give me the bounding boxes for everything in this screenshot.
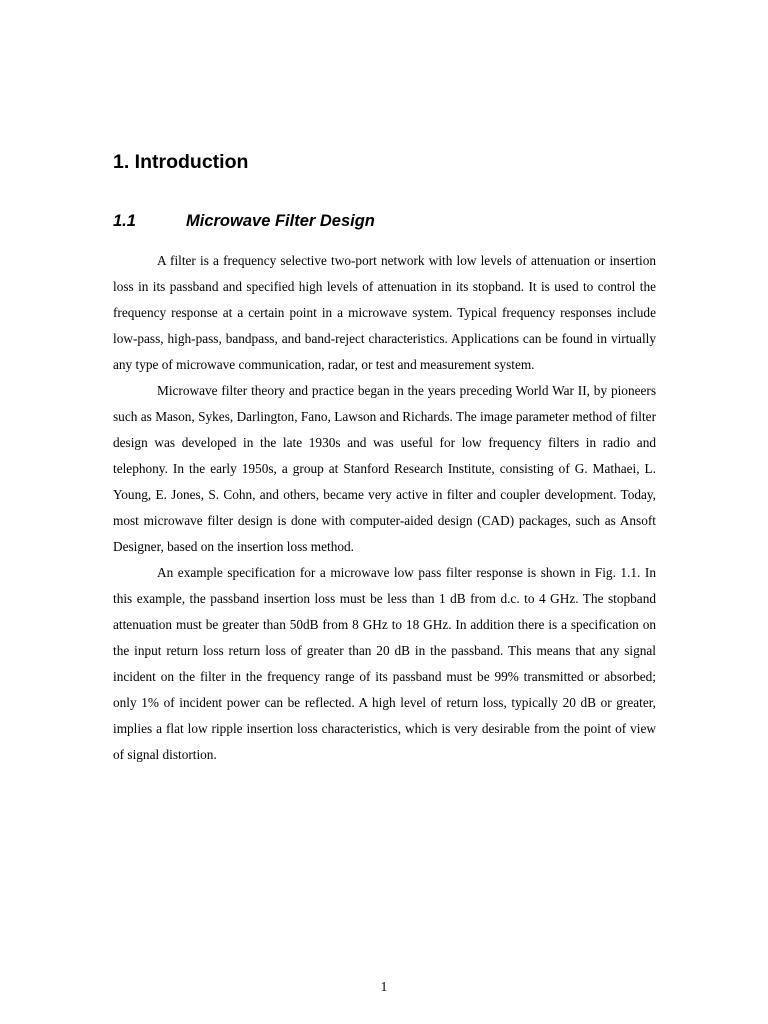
section-number: 1.1 [113,212,136,230]
chapter-title: 1. Introduction [113,151,249,173]
body-text [113,248,656,768]
section-title: Microwave Filter Design [186,212,375,230]
section-heading [113,208,375,234]
page-number: 1 [380,979,388,994]
paragraph-example-specification: An example specification for a microwave low pass filter response is shown in Fig. 1.1. In this example, the passband insertion loss must be less than 1 dB from d.c. to 4 GHz. The stopband attenuation must be greater than 50dB from 8 GHz to 18 GHz. In addition there is a specification on the input return loss return loss of greater than 20 dB in the passband. This means that any signal incident on the filter in the frequency range of its passband must be 99% transmitted or absorbed; only 1% of incident power can be reflected. A high level of return loss, typically 20 dB or greater, implies a flat low ripple insertion loss characteristics, which is very desirable from the point of view of signal distortion. [113,565,656,762]
paragraph-filter-history: Microwave filter theory and practice began in the years preceding World War II, by pioneers such as Mason, Sykes, Darlington, Fano, Lawson and Richards. The image parameter method of filter design was developed in the late 1930s and was useful for low frequency filters in radio and telephony. In the early 1950s, a group at Stanford Research Institute, consisting of G. Mathaei, L. Young, E. Jones, S. Cohn, and others, became very active in filter and coupler development. Today, most microwave filter design is done with computer-aided design (CAD) packages, such as Ansoft Designer, based on the insertion loss method. [113,383,656,554]
paragraph-filter-definition: A filter is a frequency selective two-port network with low levels of attenuation or insertion loss in its passband and specified high levels of attenuation in its stopband. It is used to control the frequency response at a certain point in a microwave system. Typical frequency responses include low-pass, high-pass, bandpass, and band-reject characteristics. Applications can be found in virtually any type of microwave communication, radar, or test and measurement system. [113,253,656,372]
